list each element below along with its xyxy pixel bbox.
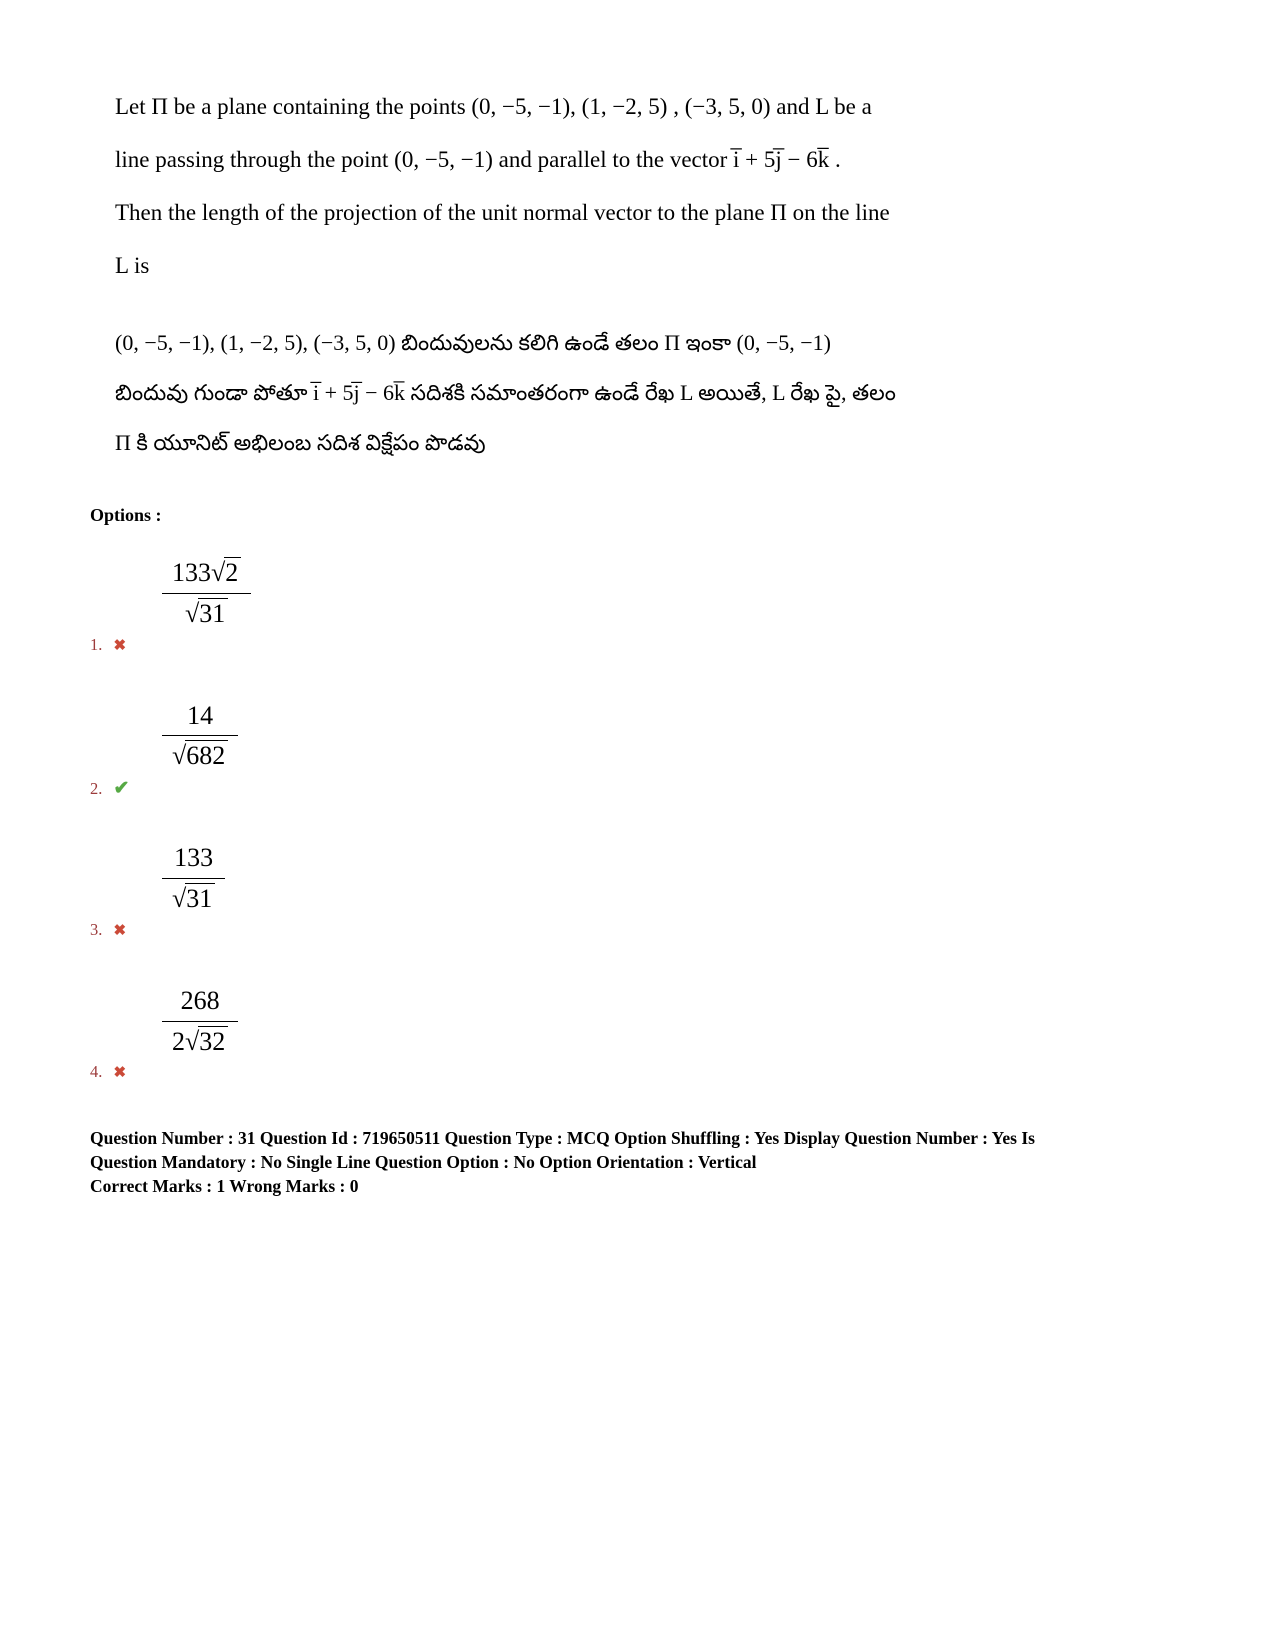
numerator-coefficient: 133 [174,843,214,873]
option-2-numerator [162,699,238,737]
option-1-fraction [162,556,251,631]
option-3-label-row [90,920,251,944]
radical-sign: √ [172,741,186,771]
wrong-answer-icon: ✖ [113,637,127,654]
option-4-denominator [162,1022,238,1059]
option-1-denominator [162,594,251,631]
option-2-fraction [162,699,238,774]
question-english-line-1: Let Π be a plane containing the points (0, −5, −1), (1, −2, 5) , (−3, 5, 0) and L be a [115,94,872,119]
option-3-numerator [162,841,225,879]
option-3-fraction [162,841,225,916]
option-1-label-row [90,635,251,659]
question-telugu-line-1: (0, −5, −1), (1, −2, 5), (−3, 5, 0) బిందువులను కలిగి ఉండే తలం Π ఇంకా (0, −5, −1) [115,330,831,355]
option-2 [90,691,251,802]
numerator-coefficient: 133 [172,558,211,587]
question-metadata [90,1126,1140,1198]
radical-sign: √ [211,558,225,587]
denominator-radicand: 31 [198,598,228,628]
question-text-telugu [115,318,1095,468]
numerator-coefficient: 14 [187,700,214,730]
radical-sign: √ [172,883,186,913]
radical-sign: √ [185,1026,199,1056]
metadata-line-3: Correct Marks : 1 Wrong Marks : 0 [90,1176,359,1196]
option-3 [90,833,251,944]
metadata-line-2: Question Mandatory : No Single Line Question Option : No Option Orientation : Vertical [90,1152,757,1172]
wrong-answer-icon: ✖ [113,1065,127,1082]
question-telugu-line-2: బిందువు గుండా పోతూ i̅ + 5j̅ − 6k̅ సదిశకి సమాంతరంగా ఉండే రేఖ L అయితే, L రేఖ పై, తలం [115,380,896,405]
option-2-label-row [90,777,251,801]
question-english-line-4: L is [115,253,150,278]
option-2-denominator [162,736,238,773]
numerator-coefficient: 268 [180,985,220,1015]
numerator-radicand: 2 [224,557,241,587]
option-4 [90,976,251,1087]
denominator-radicand: 31 [185,883,215,913]
denominator-radicand: 682 [185,740,228,770]
question-text-english [115,80,1095,292]
option-1 [90,548,251,659]
wrong-answer-icon: ✖ [113,922,127,939]
option-4-numerator [162,984,238,1022]
correct-answer-icon: ✔ [113,778,130,800]
option-1-number: 1. [90,634,103,654]
option-3-denominator [162,879,225,916]
option-4-number: 4. [90,1062,103,1082]
radical-sign: √ [185,598,199,628]
option-3-number: 3. [90,919,103,939]
metadata-line-1: Question Number : 31 Question Id : 719650511 Question Type : MCQ Option Shuffling : Yes Display Question Number : Yes Is [90,1128,1035,1148]
denominator-coefficient: 2 [172,1026,185,1056]
denominator-radicand: 32 [198,1026,228,1056]
question-english-line-2: line passing through the point (0, −5, −1) and parallel to the vector i̅ + 5j̅ − 6k̅ . [115,147,841,172]
option-1-numerator [162,556,251,594]
options-heading: Options : [90,505,162,525]
option-4-fraction [162,984,238,1059]
option-4-label-row [90,1062,251,1086]
option-2-number: 2. [90,779,103,799]
question-english-line-3: Then the length of the projection of the unit normal vector to the plane Π on the line [115,200,890,225]
options-list [90,548,251,1118]
question-telugu-line-3: Π కి యూనిట్ అభిలంబ సదిశ విక్షేపం పొడవు [115,430,486,455]
